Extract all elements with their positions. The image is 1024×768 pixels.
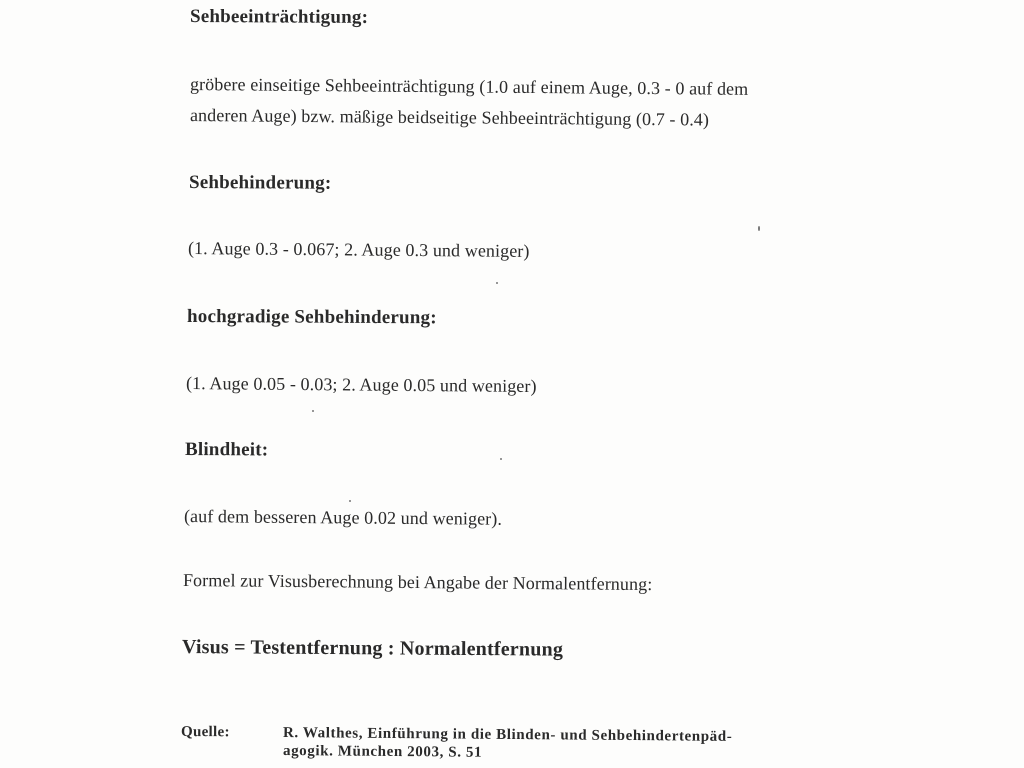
heading-blindheit: Blindheit: — [184, 439, 269, 461]
scan-speck — [496, 282, 498, 284]
paragraph-line: (1. Auge 0.3 - 0.067; 2. Auge 0.3 und weniger) — [187, 238, 530, 261]
heading-sehbeeintraechtigung: Sehbeeinträchtigung: — [189, 6, 369, 28]
source-citation-line: R. Walthes, Einführung in die Blinden- und Sehbehindertenpäd- — [282, 725, 733, 745]
paragraph-line: (1. Auge 0.05 - 0.03; 2. Auge 0.05 und weniger) — [185, 373, 537, 397]
paragraph-line: gröbere einseitige Sehbeeinträchtigung (1.0 auf einem Auge, 0.3 - 0 auf dem — [189, 74, 749, 99]
source-citation-line: agogik. München 2003, S. 51 — [282, 743, 483, 761]
source-label: Quelle: — [180, 724, 230, 741]
paragraph-line: (auf dem besseren Auge 0.02 und weniger). — [183, 506, 503, 529]
formula-intro: Formel zur Visusberechnung bei Angabe der Normalentfernung: — [182, 570, 653, 595]
scan-speck — [349, 500, 351, 502]
visus-formula: Visus = Testentfernung : Normalentfernung — [181, 636, 564, 661]
heading-sehbehinderung: Sehbehinderung: — [188, 172, 332, 194]
scan-speck — [758, 226, 760, 231]
heading-hochgradige-sehbehinderung: hochgradige Sehbehinderung: — [186, 306, 437, 329]
scan-speck — [500, 458, 502, 460]
paragraph-line: anderen Auge) bzw. mäßige beidseitige Sehbeeinträchtigung (0.7 - 0.4) — [189, 105, 710, 130]
scan-speck — [312, 410, 314, 412]
